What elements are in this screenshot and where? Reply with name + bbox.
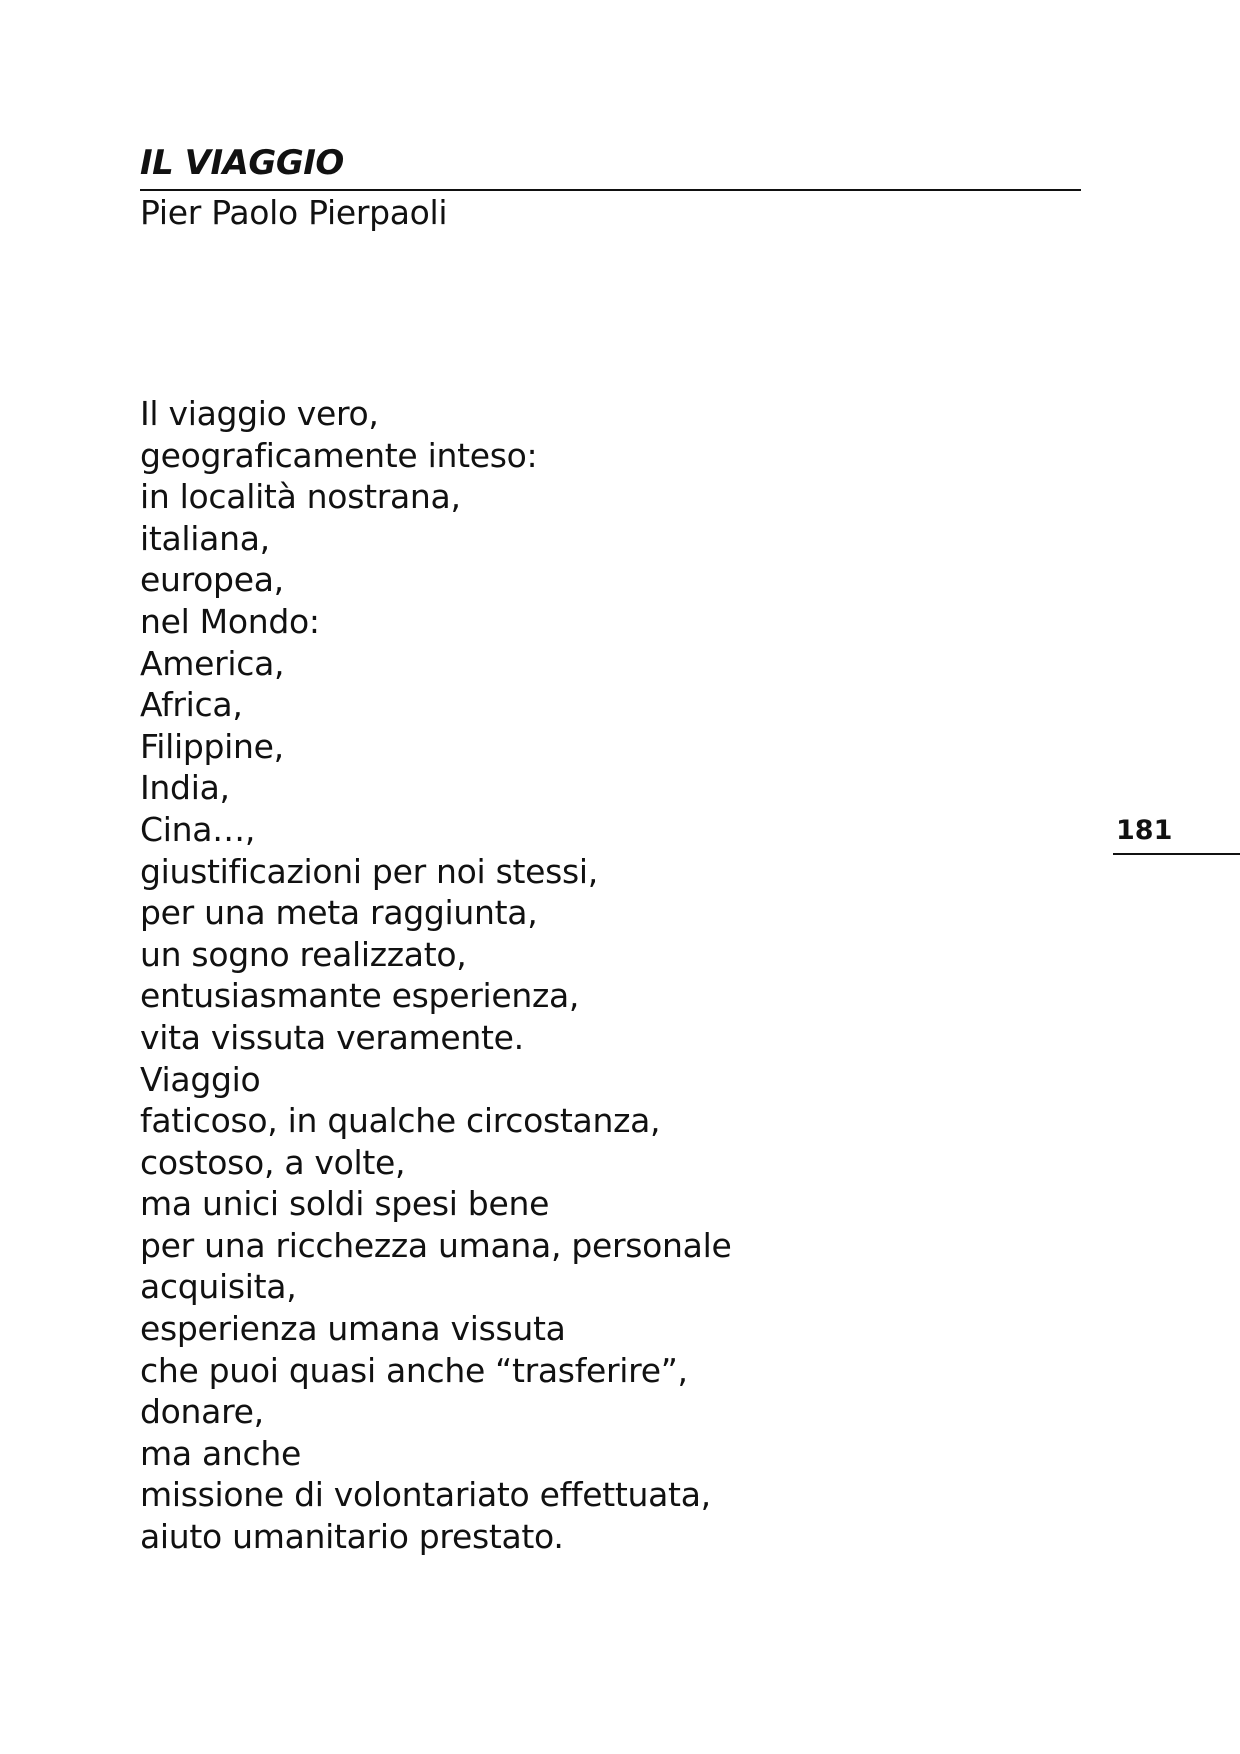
poem-line: faticoso, in qualche circostanza, — [140, 1101, 661, 1141]
poem-title: IL VIAGGIO — [140, 143, 344, 183]
poem-line: in località nostrana, — [140, 477, 461, 517]
page-number-divider — [1113, 853, 1240, 855]
poem-line: per una ricchezza umana, personale — [140, 1225, 732, 1265]
poem-line: giustificazioni per noi stessi, — [140, 851, 598, 891]
poem-line: Cina…, — [140, 809, 256, 849]
poem-line: aiuto umanitario prestato. — [140, 1517, 564, 1557]
poem-line: geograficamente inteso: — [140, 435, 538, 475]
poem-line: un sogno realizzato, — [140, 934, 467, 974]
poem-line: Africa, — [140, 685, 243, 725]
poem-line: India, — [140, 768, 230, 808]
poem-line: ma anche — [140, 1433, 301, 1473]
poem-line: che puoi quasi anche “trasferire”, — [140, 1350, 688, 1390]
poem-line: ma unici soldi spesi bene — [140, 1184, 550, 1224]
poem-author: Pier Paolo Pierpaoli — [140, 193, 448, 232]
poem-line: per una meta raggiunta, — [140, 893, 538, 933]
poem-line: vita vissuta veramente. — [140, 1017, 524, 1057]
page-number: 181 — [1116, 815, 1173, 846]
poem-line: europea, — [140, 560, 284, 600]
poem-line: Filippine, — [140, 726, 284, 766]
poem-line: missione di volontariato effettuata, — [140, 1475, 711, 1515]
poem-line: donare, — [140, 1392, 264, 1432]
poem-body — [140, 393, 731, 1558]
poem-line: nel Mondo: — [140, 601, 320, 641]
poem-line: Il viaggio vero, — [140, 394, 379, 433]
poem-line: esperienza umana vissuta — [140, 1309, 566, 1349]
poem-line: acquisita, — [140, 1267, 297, 1307]
poem-line: costoso, a volte, — [140, 1142, 406, 1182]
poem-line: Viaggio — [140, 1059, 261, 1099]
poem-line: italiana, — [140, 518, 270, 558]
poem-line: entusiasmante esperienza, — [140, 976, 580, 1016]
poem-line: America, — [140, 643, 285, 683]
